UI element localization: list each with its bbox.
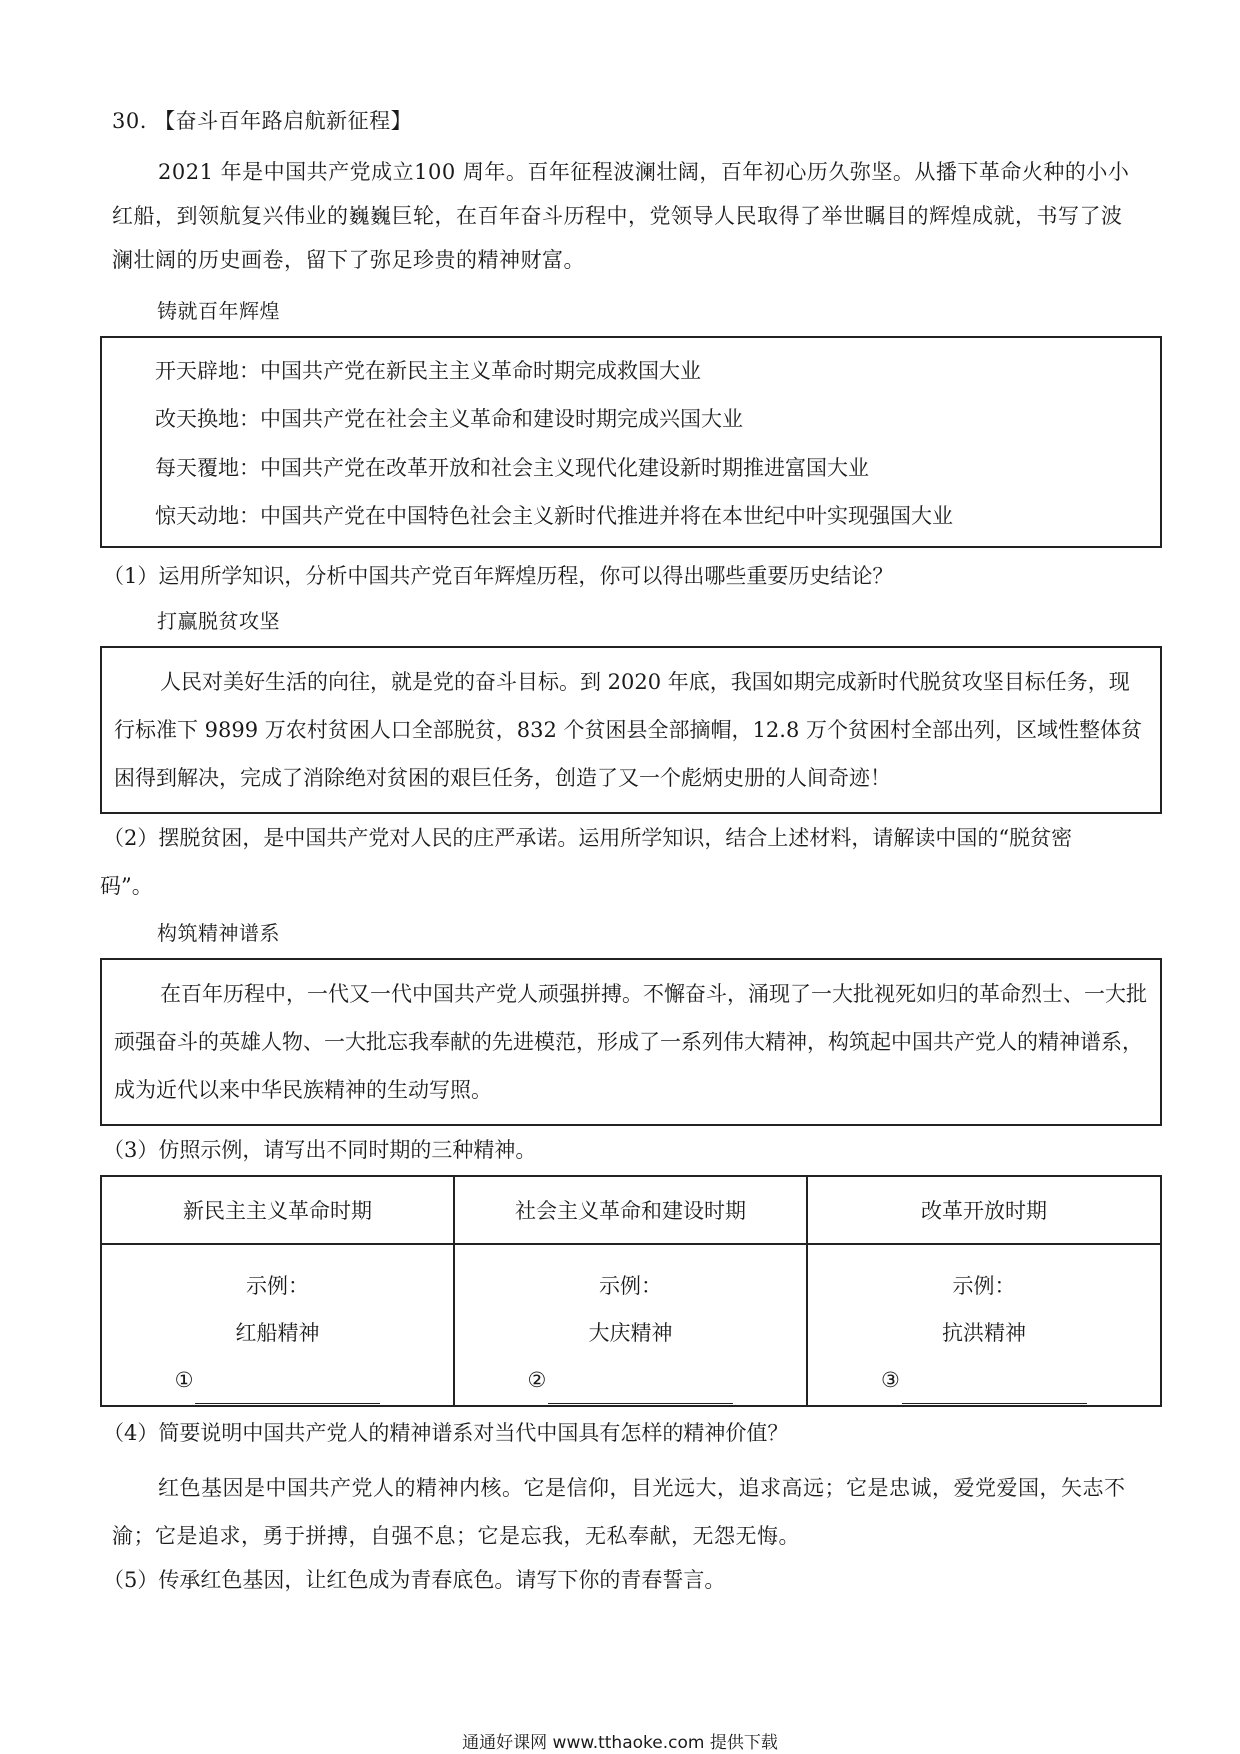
spirit-table xyxy=(100,1175,1162,1407)
table-cell xyxy=(101,1244,454,1406)
example-label: 示例： xyxy=(598,1274,662,1298)
answer-blank-3[interactable]: ③ xyxy=(809,1357,1159,1404)
example-value: 抗洪精神 xyxy=(941,1321,1026,1345)
example-value: 大庆精神 xyxy=(588,1321,673,1345)
question-title: 30. 【奋斗百年路启航新征程】 xyxy=(112,109,413,133)
section3-text: 在百年历程中，一代又一代中国共产党人顽强拼搏。不懈奋斗，涌现了一大批视死如归的革命烈士、一大批顽强奋斗的英雄人物、一大批忘我奉献的先进模范，形成了一系列伟大精神，构筑起中国共产党人的精神谱系，成为近代以来中华民族精神的生动写照。 xyxy=(114,982,1147,1102)
page-footer: 通通好课网 www.tthaoke.com 提供下载 xyxy=(462,1733,778,1753)
table-header: 社会主义革命和建设时期 xyxy=(454,1176,807,1244)
section1-row: 每天覆地：中国共产党在改革开放和社会主义现代化建设新时期推进富国大业 xyxy=(155,456,869,480)
section3-label: 构筑精神谱系 xyxy=(157,921,280,945)
section3-box xyxy=(100,958,1162,1126)
question-5: （5）传承红色基因，让红色成为青春底色。请写下你的青春誓言。 xyxy=(103,1568,726,1592)
table-cell xyxy=(807,1244,1161,1406)
question-1: （1）运用所学知识，分析中国共产党百年辉煌历程，你可以得出哪些重要历史结论？ xyxy=(103,564,894,588)
answer-blank-2[interactable]: ② xyxy=(456,1357,805,1404)
table-row xyxy=(101,1244,1161,1406)
question-2-line1: （2）摆脱贫困，是中国共产党对人民的庄严承诺。运用所学知识，结合上述材料，请解读中国的“脱贫密 xyxy=(103,826,1073,850)
section2-label: 打赢脱贫攻坚 xyxy=(157,609,280,633)
section1-row: 惊天动地：中国共产党在中国特色社会主义新时代推进并将在本世纪中叶实现强国大业 xyxy=(155,504,953,528)
section2-text: 人民对美好生活的向往，就是党的奋斗目标。到 2020 年底，我国如期完成新时代脱贫攻坚目标任务，现行标准下 9899 万农村贫困人口全部脱贫，832 个贫困县全部摘帽，12.8 万个贫困村全部出列，区域性整体贫困得到解决，完成了消除绝对贫困的艰巨任务，创造了又一个彪炳史册的人间奇迹！ xyxy=(114,670,1142,790)
section1-box xyxy=(100,336,1162,548)
table-header: 新民主主义革命时期 xyxy=(101,1176,454,1244)
answer-blank-1[interactable]: ① xyxy=(103,1357,452,1404)
table-header: 改革开放时期 xyxy=(807,1176,1161,1244)
section2-box xyxy=(100,646,1162,814)
question-4: （4）简要说明中国共产党人的精神谱系对当代中国具有怎样的精神价值？ xyxy=(103,1421,789,1445)
example-label: 示例： xyxy=(245,1274,309,1298)
question-2-line2: 码”。 xyxy=(100,874,153,898)
intro-paragraph: 2021 年是中国共产党成立100 周年。百年征程波澜壮阔，百年初心历久弥坚。从播下革命火种的小小红船，到领航复兴伟业的巍巍巨轮，在百年奋斗历程中，党领导人民取得了举世瞩目的辉煌成就，书写了波澜壮阔的历史画卷，留下了弥足珍贵的精神财富。 xyxy=(112,160,1130,272)
section1-label: 铸就百年辉煌 xyxy=(157,299,280,323)
section1-row: 开天辟地：中国共产党在新民主主义革命时期完成救国大业 xyxy=(155,359,701,383)
section1-row: 改天换地：中国共产党在社会主义革命和建设时期完成兴国大业 xyxy=(155,407,743,431)
table-cell xyxy=(454,1244,807,1406)
question-3: （3）仿照示例，请写出不同时期的三种精神。 xyxy=(103,1138,537,1162)
example-value: 红船精神 xyxy=(235,1321,320,1345)
table-header-row xyxy=(101,1176,1161,1244)
example-label: 示例： xyxy=(952,1274,1016,1298)
section4-text: 红色基因是中国共产党人的精神内核。它是信仰，目光远大，追求高远；它是忠诚，爱党爱国，矢志不渝；它是追求，勇于拼搏，自强不息；它是忘我，无私奉献，无怨无悔。 xyxy=(112,1476,1126,1548)
